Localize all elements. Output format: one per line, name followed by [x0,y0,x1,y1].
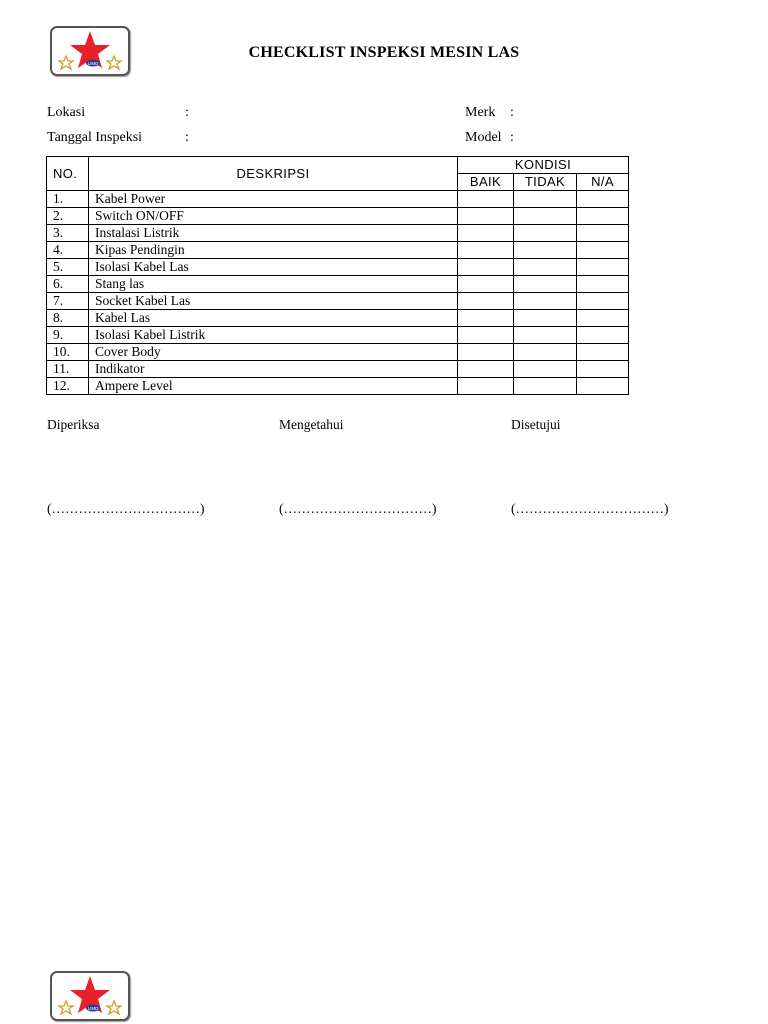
row-desc: Kabel Las [89,310,458,327]
cell-baik[interactable] [458,378,514,395]
cell-baik[interactable] [458,361,514,378]
company-logo-footer [50,971,130,1021]
cell-na[interactable] [577,208,629,225]
row-no: 2. [47,208,89,225]
merk-label: Merk [465,105,496,120]
cell-baik[interactable] [458,259,514,276]
cell-na[interactable] [577,293,629,310]
cell-tidak[interactable] [514,327,577,344]
cell-na[interactable] [577,327,629,344]
row-no: 11. [47,361,89,378]
table-row [47,293,629,310]
checklist-table [46,156,629,395]
table-row [47,208,629,225]
signature-line-disetujui: (……………………………) [511,501,669,516]
svg-text:LIMD: LIMD [87,1006,99,1011]
tanggal-colon: : [185,130,189,145]
red-star-logo-icon [52,973,128,1019]
cell-baik[interactable] [458,344,514,361]
row-desc: Kabel Power [89,191,458,208]
merk-colon: : [510,105,514,120]
cell-baik[interactable] [458,310,514,327]
table-row [47,191,629,208]
cell-na[interactable] [577,259,629,276]
row-desc: Ampere Level [89,378,458,395]
cell-tidak[interactable] [514,310,577,327]
row-no: 12. [47,378,89,395]
cell-na[interactable] [577,361,629,378]
col-no-header: NO. [47,157,89,191]
row-no: 7. [47,293,89,310]
cell-tidak[interactable] [514,191,577,208]
cell-tidak[interactable] [514,259,577,276]
col-na-header: N/A [577,174,629,191]
table-row [47,344,629,361]
table-row [47,310,629,327]
mengetahui-label: Mengetahui [279,417,344,432]
col-baik-header: BAIK [458,174,514,191]
row-desc: Kipas Pendingin [89,242,458,259]
cell-baik[interactable] [458,327,514,344]
disetujui-label: Disetujui [511,417,561,432]
cell-baik[interactable] [458,293,514,310]
row-desc: Cover Body [89,344,458,361]
row-no: 3. [47,225,89,242]
row-desc: Socket Kabel Las [89,293,458,310]
cell-tidak[interactable] [514,208,577,225]
cell-tidak[interactable] [514,361,577,378]
row-no: 6. [47,276,89,293]
cell-baik[interactable] [458,276,514,293]
cell-tidak[interactable] [514,378,577,395]
table-row [47,361,629,378]
row-desc: Instalasi Listrik [89,225,458,242]
row-desc: Isolasi Kabel Las [89,259,458,276]
cell-baik[interactable] [458,242,514,259]
cell-na[interactable] [577,378,629,395]
cell-tidak[interactable] [514,276,577,293]
page-title: CHECKLIST INSPEKSI MESIN LAS [248,44,520,61]
cell-baik[interactable] [458,208,514,225]
cell-baik[interactable] [458,225,514,242]
cell-na[interactable] [577,225,629,242]
table-row [47,276,629,293]
row-desc: Switch ON/OFF [89,208,458,225]
signature-line-mengetahui: (……………………………) [279,501,437,516]
tanggal-label: Tanggal Inspeksi [47,130,143,145]
model-colon: : [510,130,514,145]
lokasi-label: Lokasi [47,105,86,120]
model-label: Model [465,130,502,145]
row-desc: Stang las [89,276,458,293]
col-tidak-header: TIDAK [514,174,577,191]
table-row [47,242,629,259]
svg-text:LIMD: LIMD [87,61,99,66]
row-no: 10. [47,344,89,361]
cell-na[interactable] [577,310,629,327]
cell-na[interactable] [577,191,629,208]
table-row [47,259,629,276]
cell-tidak[interactable] [514,225,577,242]
cell-na[interactable] [577,344,629,361]
col-kondisi-header: KONDISI [458,157,629,174]
signature-line-diperiksa: (……………………………) [47,501,205,516]
row-no: 5. [47,259,89,276]
table-row [47,225,629,242]
row-desc: Indikator [89,361,458,378]
cell-tidak[interactable] [514,293,577,310]
row-no: 9. [47,327,89,344]
cell-na[interactable] [577,276,629,293]
row-no: 8. [47,310,89,327]
cell-tidak[interactable] [514,344,577,361]
cell-baik[interactable] [458,191,514,208]
col-desc-header: DESKRIPSI [89,157,458,191]
row-no: 1. [47,191,89,208]
cell-tidak[interactable] [514,242,577,259]
table-row [47,327,629,344]
table-row [47,378,629,395]
diperiksa-label: Diperiksa [47,417,100,432]
cell-na[interactable] [577,242,629,259]
row-desc: Isolasi Kabel Listrik [89,327,458,344]
row-no: 4. [47,242,89,259]
lokasi-colon: : [185,105,189,120]
